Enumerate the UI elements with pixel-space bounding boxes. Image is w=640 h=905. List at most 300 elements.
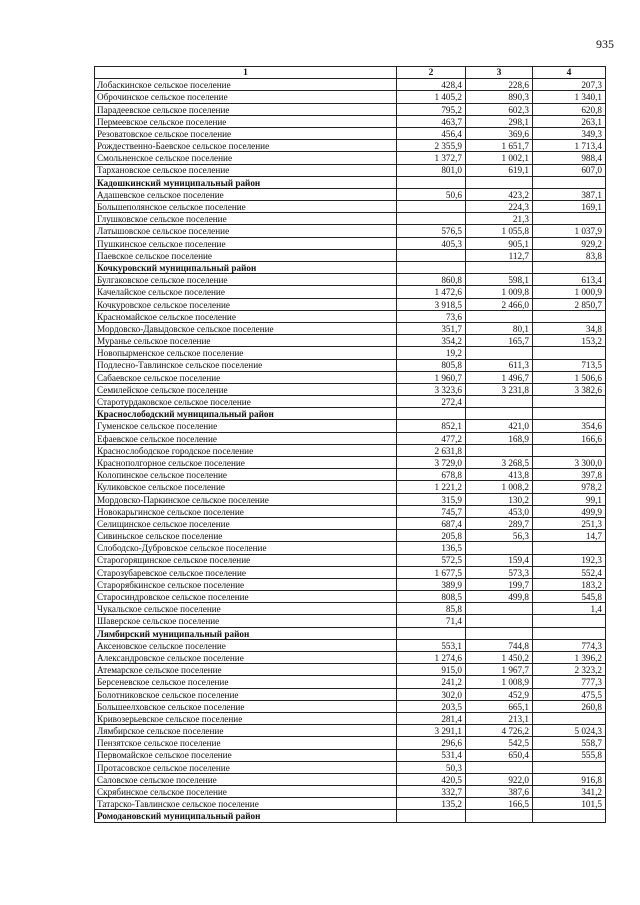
district-row [95, 810, 606, 822]
value-col-2: 302,0 [397, 688, 466, 700]
value-col-3: 890,3 [466, 91, 533, 103]
value-col-3: 168,9 [466, 432, 533, 444]
table-row [95, 79, 606, 91]
table-row [95, 554, 606, 566]
settlement-name: Берсеневское сельское поселение [95, 676, 397, 688]
table-row [95, 188, 606, 200]
value-col-2: 296,6 [397, 737, 466, 749]
table-row [95, 517, 606, 529]
settlement-name: Тархановское сельское поселение [95, 164, 397, 176]
value-col-3: 650,4 [466, 749, 533, 761]
settlement-name: Краснополгорное сельское поселение [95, 457, 397, 469]
value-col-3: 159,4 [466, 554, 533, 566]
table-row [95, 773, 606, 785]
value-col-2: 553,1 [397, 639, 466, 651]
value-col-4: 713,5 [533, 359, 606, 371]
value-col-3: 21,3 [466, 213, 533, 225]
table-row [95, 140, 606, 152]
value-col-3: 573,3 [466, 566, 533, 578]
value-col-2: 687,4 [397, 517, 466, 529]
value-col-3: 1 008,2 [466, 481, 533, 493]
value-col-4: 354,6 [533, 420, 606, 432]
value-col-2: 203,5 [397, 700, 466, 712]
value-col-2: 1 372,7 [397, 152, 466, 164]
settlement-name: Старосиндровское сельское поселение [95, 591, 397, 603]
table-row [95, 469, 606, 481]
value-col-4 [533, 262, 606, 274]
value-col-2: 1 274,6 [397, 652, 466, 664]
table-row [95, 530, 606, 542]
table-row [95, 676, 606, 688]
value-col-4: 558,7 [533, 737, 606, 749]
table-row [95, 396, 606, 408]
value-col-3: 1 002,1 [466, 152, 533, 164]
value-col-4: 2 850,7 [533, 298, 606, 310]
value-col-4 [533, 615, 606, 627]
value-col-2: 354,2 [397, 335, 466, 347]
value-col-4: 14,7 [533, 530, 606, 542]
value-col-3: 421,0 [466, 420, 533, 432]
value-col-2: 576,5 [397, 225, 466, 237]
value-col-3: 369,6 [466, 127, 533, 139]
value-col-4: 545,8 [533, 591, 606, 603]
value-col-3 [466, 542, 533, 554]
table-row [95, 505, 606, 517]
value-col-4 [533, 627, 606, 639]
value-col-4: 5 024,3 [533, 725, 606, 737]
value-col-3: 1 651,7 [466, 140, 533, 152]
table-row [95, 91, 606, 103]
value-col-4 [533, 810, 606, 822]
value-col-2: 678,8 [397, 469, 466, 481]
settlement-name: Большеелховское сельское поселение [95, 700, 397, 712]
value-col-3 [466, 408, 533, 420]
value-col-2: 332,7 [397, 786, 466, 798]
table-row [95, 481, 606, 493]
value-col-2: 1 221,2 [397, 481, 466, 493]
value-col-2: 1 960,7 [397, 371, 466, 383]
value-col-3: 453,0 [466, 505, 533, 517]
value-col-4: 34,8 [533, 322, 606, 334]
value-col-4: 183,2 [533, 578, 606, 590]
table-row [95, 615, 606, 627]
value-col-2 [397, 408, 466, 420]
column-header-4: 4 [533, 67, 606, 79]
table-row [95, 542, 606, 554]
value-col-3: 1 009,8 [466, 286, 533, 298]
table-row [95, 798, 606, 810]
table-row [95, 493, 606, 505]
district-name: Лямбирский муниципальный район [95, 627, 397, 639]
settlement-name: Гуменское сельское поселение [95, 420, 397, 432]
settlement-name: Мордовско-Давыдовское сельское поселение [95, 322, 397, 334]
settlement-name: Татарско-Тавлинское сельское поселение [95, 798, 397, 810]
table-row [95, 383, 606, 395]
value-col-3 [466, 176, 533, 188]
table-row [95, 566, 606, 578]
value-col-2: 50,3 [397, 761, 466, 773]
district-name: Кочкуровский муниципальный район [95, 262, 397, 274]
table-row [95, 298, 606, 310]
value-col-4 [533, 444, 606, 456]
settlement-name: Ефаевское сельское поселение [95, 432, 397, 444]
value-col-2 [397, 213, 466, 225]
value-col-4 [533, 396, 606, 408]
table-row [95, 725, 606, 737]
value-col-3: 905,1 [466, 237, 533, 249]
table-row [95, 749, 606, 761]
value-col-3: 130,2 [466, 493, 533, 505]
value-col-2: 3 291,1 [397, 725, 466, 737]
table-row [95, 249, 606, 261]
value-col-2 [397, 810, 466, 822]
value-col-2: 3 918,5 [397, 298, 466, 310]
table-row [95, 712, 606, 724]
settlement-name: Качелайское сельское поселение [95, 286, 397, 298]
value-col-2: 50,6 [397, 188, 466, 200]
value-col-3: 542,5 [466, 737, 533, 749]
page-number: 935 [596, 37, 614, 51]
value-col-4: 552,4 [533, 566, 606, 578]
value-col-4: 260,8 [533, 700, 606, 712]
settlement-name: Булгаковское сельское поселение [95, 274, 397, 286]
settlement-name: Первомайское сельское поселение [95, 749, 397, 761]
value-col-3: 4 726,2 [466, 725, 533, 737]
value-col-3: 452,9 [466, 688, 533, 700]
value-col-2: 205,8 [397, 530, 466, 542]
value-col-3: 413,8 [466, 469, 533, 481]
value-col-4: 192,3 [533, 554, 606, 566]
value-col-4: 99,1 [533, 493, 606, 505]
settlement-name: Протасовское сельское поселение [95, 761, 397, 773]
value-col-4 [533, 542, 606, 554]
value-col-4: 207,3 [533, 79, 606, 91]
value-col-3 [466, 810, 533, 822]
settlement-name: Оброчинское сельское поселение [95, 91, 397, 103]
settlement-name: Сивиньское сельское поселение [95, 530, 397, 542]
value-col-2: 281,4 [397, 712, 466, 724]
value-col-4: 1 037,9 [533, 225, 606, 237]
table-row [95, 103, 606, 115]
value-col-4: 1 506,6 [533, 371, 606, 383]
value-col-2: 405,3 [397, 237, 466, 249]
value-col-3: 1 496,7 [466, 371, 533, 383]
value-col-2: 351,7 [397, 322, 466, 334]
value-col-3: 298,1 [466, 115, 533, 127]
table-row [95, 786, 606, 798]
value-col-3: 165,7 [466, 335, 533, 347]
settlement-name: Старогорящинское сельское поселение [95, 554, 397, 566]
value-col-3: 2 466,0 [466, 298, 533, 310]
district-name: Ромодановский муниципальный район [95, 810, 397, 822]
value-col-2: 2 631,8 [397, 444, 466, 456]
value-col-4: 251,3 [533, 517, 606, 529]
settlement-name: Кочкуровское сельское поселение [95, 298, 397, 310]
value-col-3: 1 008,9 [466, 676, 533, 688]
district-row [95, 262, 606, 274]
value-col-2 [397, 627, 466, 639]
value-col-3 [466, 444, 533, 456]
table-header [95, 67, 606, 79]
table-row [95, 164, 606, 176]
settlement-name: Муранье сельское поселение [95, 335, 397, 347]
value-col-4: 620,8 [533, 103, 606, 115]
value-col-3: 3 268,5 [466, 457, 533, 469]
table-row [95, 286, 606, 298]
value-col-4: 475,5 [533, 688, 606, 700]
district-row [95, 176, 606, 188]
value-col-4: 3 300,0 [533, 457, 606, 469]
value-col-2: 805,8 [397, 359, 466, 371]
settlement-name: Красномайское сельское поселение [95, 310, 397, 322]
value-col-2 [397, 201, 466, 213]
value-col-2: 2 355,9 [397, 140, 466, 152]
table-row [95, 432, 606, 444]
settlement-name: Новокарьгинское сельское поселение [95, 505, 397, 517]
value-col-2: 73,6 [397, 310, 466, 322]
settlement-name: Слободско-Дубровское сельское поселение [95, 542, 397, 554]
column-header-1: 1 [95, 67, 397, 79]
value-col-3 [466, 603, 533, 615]
settlement-name: Краснослободское городское поселение [95, 444, 397, 456]
value-col-3: 598,1 [466, 274, 533, 286]
value-col-2: 745,7 [397, 505, 466, 517]
table-row [95, 347, 606, 359]
budget-table [94, 66, 606, 823]
table-row [95, 444, 606, 456]
settlement-name: Резоватовское сельское поселение [95, 127, 397, 139]
table-row [95, 420, 606, 432]
value-col-3: 228,6 [466, 79, 533, 91]
settlement-name: Старотурдаковское сельское поселение [95, 396, 397, 408]
value-col-4: 1 713,4 [533, 140, 606, 152]
settlement-name: Старозубаревское сельское поселение [95, 566, 397, 578]
value-col-2 [397, 262, 466, 274]
value-col-2: 136,5 [397, 542, 466, 554]
table-row [95, 127, 606, 139]
value-col-4 [533, 213, 606, 225]
value-col-2: 19,2 [397, 347, 466, 359]
settlement-name: Пензятское сельское поселение [95, 737, 397, 749]
value-col-3: 3 231,8 [466, 383, 533, 395]
settlement-name: Адашевское сельское поселение [95, 188, 397, 200]
value-col-2: 572,5 [397, 554, 466, 566]
settlement-name: Болотниковское сельское поселение [95, 688, 397, 700]
value-col-3: 423,2 [466, 188, 533, 200]
value-col-2: 477,2 [397, 432, 466, 444]
table-row [95, 115, 606, 127]
column-header-3: 3 [466, 67, 533, 79]
value-col-4: 499,9 [533, 505, 606, 517]
settlement-name: Семилейское сельское поселение [95, 383, 397, 395]
value-col-2: 531,4 [397, 749, 466, 761]
table-row [95, 664, 606, 676]
table-row [95, 201, 606, 213]
value-col-3: 602,3 [466, 103, 533, 115]
settlement-name: Колопинское сельское поселение [95, 469, 397, 481]
settlement-name: Чукальское сельское поселение [95, 603, 397, 615]
table-row [95, 310, 606, 322]
table-row [95, 761, 606, 773]
value-col-3 [466, 310, 533, 322]
value-col-4: 774,3 [533, 639, 606, 651]
district-name: Краснослободский муниципальный район [95, 408, 397, 420]
settlement-name: Пушкинское сельское поселение [95, 237, 397, 249]
value-col-2: 241,2 [397, 676, 466, 688]
value-col-2: 808,5 [397, 591, 466, 603]
settlement-name: Аксеновское сельское поселение [95, 639, 397, 651]
settlement-name: Александровское сельское поселение [95, 652, 397, 664]
table-row [95, 237, 606, 249]
value-col-4: 607,0 [533, 164, 606, 176]
value-col-2: 801,0 [397, 164, 466, 176]
value-col-2: 1 472,6 [397, 286, 466, 298]
value-col-3: 1 450,2 [466, 652, 533, 664]
settlement-name: Селищинское сельское поселение [95, 517, 397, 529]
value-col-4: 929,2 [533, 237, 606, 249]
value-col-4: 166,6 [533, 432, 606, 444]
settlement-name: Латышовское сельское поселение [95, 225, 397, 237]
header-row [95, 67, 606, 79]
table-row [95, 152, 606, 164]
value-col-3: 289,7 [466, 517, 533, 529]
value-col-2: 795,2 [397, 103, 466, 115]
value-col-3 [466, 347, 533, 359]
value-col-2: 1 677,5 [397, 566, 466, 578]
value-col-4: 777,3 [533, 676, 606, 688]
value-col-2: 1 405,2 [397, 91, 466, 103]
value-col-2: 3 729,0 [397, 457, 466, 469]
value-col-2: 860,8 [397, 274, 466, 286]
settlement-name: Смольненское сельское поселение [95, 152, 397, 164]
settlement-name: Новопырменское сельское поселение [95, 347, 397, 359]
table-row [95, 322, 606, 334]
value-col-2: 71,4 [397, 615, 466, 627]
settlement-name: Паевское сельское поселение [95, 249, 397, 261]
settlement-name: Парадеевское сельское поселение [95, 103, 397, 115]
value-col-3: 744,8 [466, 639, 533, 651]
value-col-4: 1 396,2 [533, 652, 606, 664]
table-row [95, 225, 606, 237]
value-col-4: 978,2 [533, 481, 606, 493]
value-col-2: 915,0 [397, 664, 466, 676]
settlement-name: Большеполянское сельское поселение [95, 201, 397, 213]
table-row [95, 274, 606, 286]
settlement-name: Лобаскинское сельское поселение [95, 79, 397, 91]
value-col-4 [533, 176, 606, 188]
district-row [95, 627, 606, 639]
value-col-4: 2 323,2 [533, 664, 606, 676]
settlement-name: Лямбирское сельское поселение [95, 725, 397, 737]
table-row [95, 737, 606, 749]
value-col-2: 852,1 [397, 420, 466, 432]
table-row [95, 591, 606, 603]
column-header-2: 2 [397, 67, 466, 79]
value-col-2: 272,4 [397, 396, 466, 408]
value-col-3: 619,1 [466, 164, 533, 176]
settlement-name: Саловское сельское поселение [95, 773, 397, 785]
value-col-4: 101,5 [533, 798, 606, 810]
settlement-name: Скрябинское сельское поселение [95, 786, 397, 798]
settlement-name: Куликовское сельское поселение [95, 481, 397, 493]
value-col-4 [533, 712, 606, 724]
value-col-3 [466, 761, 533, 773]
table-body [95, 79, 606, 822]
value-col-4: 916,8 [533, 773, 606, 785]
value-col-4: 988,4 [533, 152, 606, 164]
value-col-3: 1 055,8 [466, 225, 533, 237]
value-col-4: 263,1 [533, 115, 606, 127]
value-col-2: 420,5 [397, 773, 466, 785]
table-row [95, 371, 606, 383]
value-col-4 [533, 347, 606, 359]
value-col-2: 315,9 [397, 493, 466, 505]
value-col-3 [466, 627, 533, 639]
settlement-name: Старорябкинское сельское поселение [95, 578, 397, 590]
value-col-3: 213,1 [466, 712, 533, 724]
table-row [95, 213, 606, 225]
value-col-4 [533, 408, 606, 420]
value-col-3: 499,8 [466, 591, 533, 603]
district-row [95, 408, 606, 420]
value-col-3: 922,0 [466, 773, 533, 785]
value-col-4: 169,1 [533, 201, 606, 213]
table-row [95, 688, 606, 700]
value-col-4: 349,3 [533, 127, 606, 139]
value-col-4: 1 340,1 [533, 91, 606, 103]
value-col-2: 463,7 [397, 115, 466, 127]
value-col-3: 224,3 [466, 201, 533, 213]
table-row [95, 603, 606, 615]
table-row [95, 457, 606, 469]
settlement-name: Кривозерьевское сельское поселение [95, 712, 397, 724]
value-col-2: 85,8 [397, 603, 466, 615]
settlement-name: Мордовско-Паркинское сельское поселение [95, 493, 397, 505]
value-col-3: 387,6 [466, 786, 533, 798]
value-col-2 [397, 249, 466, 261]
value-col-2 [397, 176, 466, 188]
table-row [95, 578, 606, 590]
value-col-4: 83,8 [533, 249, 606, 261]
value-col-4: 387,1 [533, 188, 606, 200]
table-row [95, 335, 606, 347]
table-row [95, 652, 606, 664]
value-col-3: 665,1 [466, 700, 533, 712]
value-col-3: 1 967,7 [466, 664, 533, 676]
settlement-name: Сабаевское сельское поселение [95, 371, 397, 383]
value-col-3 [466, 615, 533, 627]
district-name: Кадошкинский муниципальный район [95, 176, 397, 188]
value-col-4 [533, 310, 606, 322]
settlement-name: Пермеевское сельское поселение [95, 115, 397, 127]
value-col-3: 199,7 [466, 578, 533, 590]
value-col-3 [466, 262, 533, 274]
value-col-2: 135,2 [397, 798, 466, 810]
value-col-3: 80,1 [466, 322, 533, 334]
value-col-4: 397,8 [533, 469, 606, 481]
value-col-4: 1 000,9 [533, 286, 606, 298]
value-col-2: 389,9 [397, 578, 466, 590]
value-col-3: 611,3 [466, 359, 533, 371]
value-col-4: 555,8 [533, 749, 606, 761]
settlement-name: Глушковское сельское поселение [95, 213, 397, 225]
settlement-name: Подлесно-Тавлинское сельское поселение [95, 359, 397, 371]
table-row [95, 700, 606, 712]
value-col-3: 166,5 [466, 798, 533, 810]
table-row [95, 359, 606, 371]
value-col-3: 112,7 [466, 249, 533, 261]
value-col-3: 56,3 [466, 530, 533, 542]
